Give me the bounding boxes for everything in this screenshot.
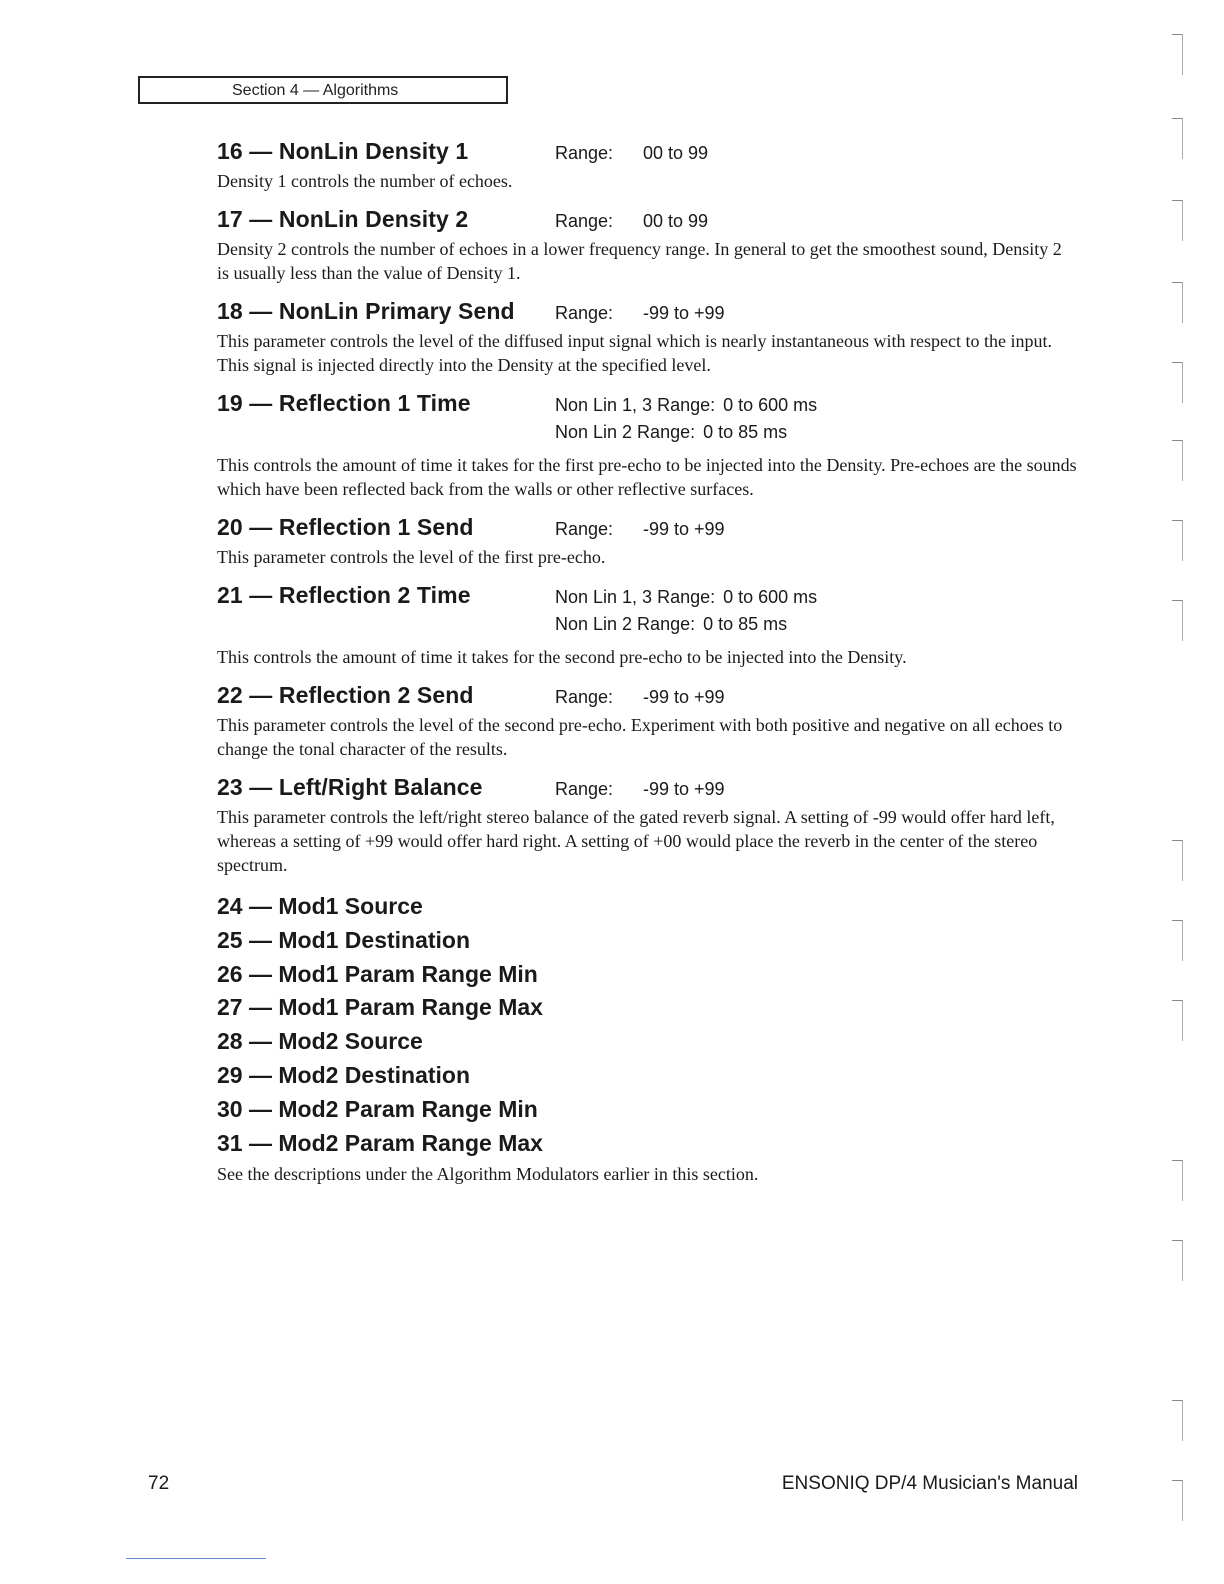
mod-item: 31 — Mod2 Param Range Max [217, 1129, 543, 1156]
param-range [555, 143, 708, 164]
param-range [555, 211, 708, 232]
param-range [555, 687, 725, 708]
param-description: This parameter controls the level of the diffused input signal which is nearly instantaneous with respect to the input. This signal is injected directly into the Density at the specified level. [217, 331, 1052, 375]
param-22 [217, 682, 1077, 761]
footer-rule [126, 1558, 266, 1559]
param-20 [217, 514, 1077, 569]
edge-mark [1172, 1160, 1183, 1201]
param-ranges [555, 395, 817, 449]
edge-mark [1172, 1400, 1183, 1441]
range-value: 0 to 600 ms [723, 587, 818, 607]
edge-mark [1172, 282, 1183, 323]
param-range [555, 519, 725, 540]
param-title: 16 — NonLin Density 1 [217, 138, 469, 164]
mod-item: 25 — Mod1 Destination [217, 926, 471, 953]
range-label: Range: [555, 303, 614, 323]
range-value: -99 to +99 [643, 303, 725, 323]
mod-item: 30 — Mod2 Param Range Min [217, 1095, 538, 1122]
range-value: 00 to 99 [643, 143, 709, 163]
param-range [555, 303, 725, 324]
modulator-note: See the descriptions under the Algorithm Modulators earlier in this section. [217, 1164, 759, 1185]
range-label: Range: [555, 143, 614, 163]
param-title: 19 — Reflection 1 Time [217, 390, 471, 416]
param-18 [217, 298, 1077, 377]
edge-mark [1172, 920, 1183, 961]
param-19 [217, 390, 1077, 501]
param-21 [217, 582, 1077, 669]
param-23 [217, 774, 1077, 877]
mod-item: 27 — Mod1 Param Range Max [217, 994, 543, 1021]
param-description: This controls the amount of time it takes for the first pre-echo to be injected into the Density. Pre-echoes are the sounds which have been reflected back from the walls or other reflective surfaces. [217, 455, 1077, 499]
param-description: This parameter controls the left/right stereo balance of the gated reverb signal. A setting of -99 would offer hard left, whereas a setting of +99 would offer hard right. A setting of +00 would place the reverb in the center of the stereo spectrum. [217, 807, 1055, 875]
range-line [555, 395, 817, 416]
param-title: 18 — NonLin Primary Send [217, 298, 515, 324]
range-label: Range: [555, 687, 614, 707]
range-value: 0 to 600 ms [723, 395, 818, 415]
modulator-list [217, 890, 1077, 1160]
mod-item: 26 — Mod1 Param Range Min [217, 960, 538, 987]
edge-mark [1172, 520, 1183, 561]
range-line [555, 614, 817, 635]
param-ranges [555, 587, 817, 641]
param-description: Density 1 controls the number of echoes. [217, 171, 513, 191]
range-value: 0 to 85 ms [703, 422, 788, 442]
edge-mark [1172, 362, 1183, 403]
edge-mark [1172, 1480, 1183, 1521]
binding-edge-decoration [1172, 20, 1186, 1560]
range-label: Non Lin 2 Range: [555, 422, 696, 442]
range-line [555, 587, 817, 608]
range-label: Non Lin 2 Range: [555, 614, 696, 634]
param-title: 23 — Left/Right Balance [217, 774, 483, 800]
param-range [555, 779, 725, 800]
range-line [555, 422, 817, 443]
edge-mark [1172, 34, 1183, 75]
range-label: Range: [555, 519, 614, 539]
param-title: 22 — Reflection 2 Send [217, 682, 474, 708]
edge-mark [1172, 118, 1183, 159]
section-header: Section 4 — Algorithms [138, 76, 508, 104]
manual-title: ENSONIQ DP/4 Musician's Manual [781, 1473, 1078, 1494]
param-16 [217, 138, 1077, 193]
param-description: This parameter controls the level of the second pre-echo. Experiment with both positive and negative on all echoes to change the tonal character of the results. [217, 715, 1063, 759]
edge-mark [1172, 1240, 1183, 1281]
param-description: Density 2 controls the number of echoes in a lower frequency range. In general to get the smoothest sound, Density 2 is usually less than the value of Density 1. [217, 239, 1062, 283]
edge-mark [1172, 840, 1183, 881]
range-label: Range: [555, 779, 614, 799]
param-description: This controls the amount of time it takes for the second pre-echo to be injected into the Density. [217, 647, 907, 667]
range-label: Range: [555, 211, 614, 231]
page-number: 72 [148, 1473, 170, 1494]
range-value: -99 to +99 [643, 519, 725, 539]
range-value: 0 to 85 ms [703, 614, 788, 634]
edge-mark [1172, 440, 1183, 481]
mod-item: 28 — Mod2 Source [217, 1028, 423, 1055]
mod-item: 24 — Mod1 Source [217, 893, 423, 919]
param-17 [217, 206, 1077, 285]
param-description: This parameter controls the level of the first pre-echo. [217, 547, 606, 567]
edge-mark [1172, 1000, 1183, 1041]
parameter-list [217, 138, 1077, 1186]
param-title: 17 — NonLin Density 2 [217, 206, 469, 232]
edge-mark [1172, 600, 1183, 641]
mod-item: 29 — Mod2 Destination [217, 1061, 471, 1088]
param-title: 21 — Reflection 2 Time [217, 582, 471, 608]
param-title: 20 — Reflection 1 Send [217, 514, 474, 540]
edge-mark [1172, 200, 1183, 241]
range-value: -99 to +99 [643, 779, 725, 799]
range-value: -99 to +99 [643, 687, 725, 707]
range-value: 00 to 99 [643, 211, 709, 231]
range-label: Non Lin 1, 3 Range: [555, 395, 716, 415]
range-label: Non Lin 1, 3 Range: [555, 587, 716, 607]
